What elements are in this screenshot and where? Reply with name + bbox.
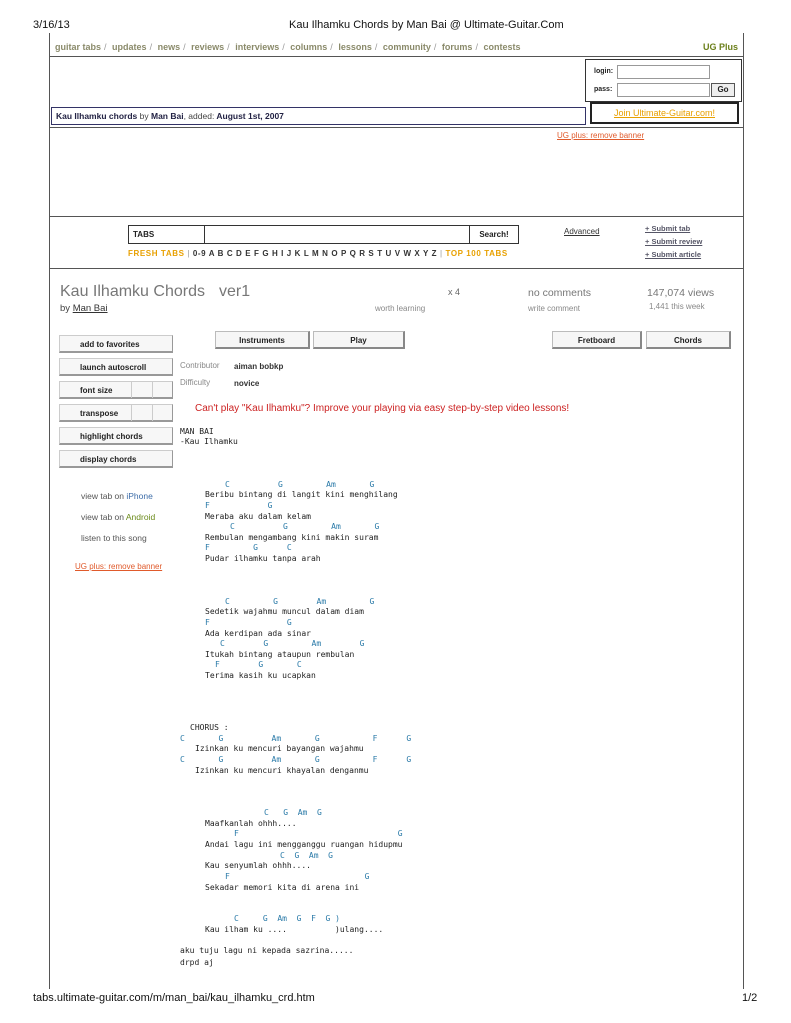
lyric-line: Meraba aku dalam kelam [205, 512, 311, 521]
chord-line[interactable]: F G C [205, 543, 292, 552]
top-100-link[interactable]: TOP 100 TABS [445, 249, 508, 258]
remove-banner-link-side[interactable]: UG plus: remove banner [75, 562, 163, 571]
nav-forums[interactable]: forums [441, 42, 473, 52]
nav-reviews[interactable]: reviews [191, 42, 225, 52]
lyric-line: Kau senyumlah ohhh.... [205, 861, 311, 870]
chord-line[interactable]: C G Am G F G [180, 734, 412, 743]
chord-line[interactable]: C G Am G [220, 639, 365, 648]
nav-lessons[interactable]: lessons [338, 42, 372, 52]
nav-contests[interactable]: contests [483, 42, 521, 52]
fretboard-button[interactable]: Fretboard [552, 331, 642, 349]
chord-line[interactable]: F G [234, 829, 403, 838]
lyric-line: Terima kasih ku ucapkan [205, 671, 316, 680]
chord-line[interactable]: F G [225, 872, 370, 881]
nav-updates[interactable]: updates [112, 42, 147, 52]
title-bar-artist[interactable]: Man Bai [150, 111, 184, 121]
nav-columns[interactable]: columns [290, 42, 328, 52]
transpose-down[interactable] [131, 405, 152, 421]
chord-line[interactable]: C G Am G [225, 597, 375, 606]
artist-link[interactable]: Man Bai [72, 303, 108, 314]
chord-line[interactable]: F G [205, 618, 292, 627]
comments-count: no comments [528, 287, 592, 299]
chord-line[interactable]: F G [205, 501, 273, 510]
banner-divider [49, 216, 743, 217]
ug-plus-link[interactable]: UG Plus [703, 42, 739, 52]
search-button[interactable]: Search! [469, 226, 518, 243]
submit-tab-link[interactable]: + Submit tab [645, 224, 691, 233]
remove-banner-link-top[interactable]: UG plus: remove banner [557, 131, 645, 140]
font-size-increase[interactable] [152, 382, 173, 398]
nav-news[interactable]: news [157, 42, 181, 52]
chord-line[interactable]: C G Am G F G ) [234, 914, 340, 923]
chord-line[interactable]: C G Am G F G [180, 755, 412, 764]
font-size-control[interactable]: font size [59, 381, 173, 399]
login-label: login: [594, 68, 614, 75]
top-nav: guitar tabs / updates / news / reviews / interviews / columns / lessons / community / forums / contests [55, 42, 521, 52]
nav-guitar-tabs[interactable]: guitar tabs [55, 42, 102, 52]
submit-review-link[interactable]: + Submit review [645, 237, 703, 246]
search-input[interactable] [205, 226, 468, 241]
launch-autoscroll-button[interactable]: launch autoscroll [59, 358, 173, 376]
lyric-line: -Kau Ilhamku [180, 437, 238, 446]
lyric-line: Itukah bintang ataupun rembulan [205, 650, 355, 659]
join-link[interactable]: Join Ultimate-Guitar.com! [590, 102, 739, 124]
views-week: 1,441 this week [649, 302, 705, 311]
nav-community[interactable]: community [382, 42, 431, 52]
difficulty-value: novice [234, 379, 260, 388]
submit-article-link[interactable]: + Submit article [645, 250, 702, 259]
lyric-line: CHORUS : [190, 723, 229, 732]
view-on-android-link[interactable]: view tab on Android [81, 512, 156, 522]
rating-count: x 4 [448, 287, 461, 297]
add-to-favorites-button[interactable]: add to favorites [59, 335, 173, 353]
password-input[interactable] [617, 83, 710, 97]
listen-link[interactable]: listen to this song [81, 533, 147, 543]
transpose-control[interactable]: transpose [59, 404, 173, 422]
transpose-up[interactable] [152, 405, 173, 421]
print-title: Kau Ilhamku Chords by Man Bai @ Ultimate-Guitar.Com [289, 19, 564, 31]
title-bar-added: , added: [183, 111, 215, 121]
lyric-line: Izinkan ku mencuri bayangan wajahmu [195, 744, 364, 753]
chord-line[interactable]: C G Am G [225, 480, 375, 489]
lyric-line: Beribu bintang di langit kini menghilang [205, 490, 398, 499]
font-size-decrease[interactable] [131, 382, 152, 398]
contributor-label: Contributor [180, 361, 220, 370]
header-divider [49, 127, 743, 128]
title-bar-by: by [139, 111, 149, 121]
pass-label: pass: [594, 86, 613, 93]
video-lessons-promo[interactable]: Can't play "Kau Ilhamku"? Improve your playing via easy step-by-step video lessons! [195, 403, 570, 414]
nav-divider [49, 56, 743, 57]
nav-interviews[interactable]: interviews [235, 42, 280, 52]
chord-line[interactable]: C G Am G [280, 851, 333, 860]
print-date: 3/16/13 [33, 19, 70, 31]
advanced-search-link[interactable]: Advanced [564, 227, 600, 236]
search-divider [49, 268, 743, 269]
song-version[interactable]: ver1 [218, 283, 251, 300]
lyric-line: Andai lagu ini mengganggu ruangan hidupmu [205, 840, 403, 849]
lyric-line: Rembulan mengambang kini makin suram [205, 533, 379, 542]
letter-links[interactable]: 0-9 A B C D E F G H I J K L M N O P Q R S T U V W X Y Z [192, 249, 438, 258]
rating-text: worth learning [375, 304, 426, 313]
display-chords-button[interactable]: display chords [59, 450, 173, 468]
chord-line[interactable]: F G C [215, 660, 302, 669]
lyric-line: MAN BAI [180, 427, 214, 436]
write-comment-link[interactable]: write comment [528, 304, 581, 313]
chord-line[interactable]: C G Am G [264, 808, 322, 817]
view-on-iphone-link[interactable]: view tab on iPhone [81, 491, 153, 501]
search-type-select[interactable]: TABS [129, 226, 205, 243]
lyric-line: Sedetik wajahmu muncul dalam diam [205, 607, 364, 616]
title-bar-date: August 1st, 2007 [216, 111, 284, 121]
letter-index: FRESH TABS | 0-9 A B C D E F G H I J K L M N O P Q R S T U V W X Y Z | TOP 100 TABS [128, 249, 508, 258]
lyric-line: drpd aj [180, 958, 214, 967]
play-button[interactable]: Play [313, 331, 405, 349]
song-artist-line: by Man Bai [60, 303, 108, 314]
difficulty-label: Difficulty [180, 378, 211, 387]
song-title: Kau Ilhamku Chords ver1 [60, 283, 251, 300]
song-title-bar [51, 107, 586, 125]
lyric-line: Maafkanlah ohhh.... [205, 819, 297, 828]
lyric-line: Pudar ilhamku tanpa arah [205, 554, 321, 563]
lyric-line: Izinkan ku mencuri khayalan denganmu [195, 766, 369, 775]
footer-page: 1/2 [742, 992, 758, 1004]
lyric-line: Sekadar memori kita di arena ini [205, 883, 360, 892]
fresh-tabs-link[interactable]: FRESH TABS [128, 249, 185, 258]
title-bar-song: Kau Ilhamku chords [56, 111, 138, 121]
chord-line[interactable]: C G Am G [230, 522, 380, 531]
contributor-name[interactable]: aiman bobkp [234, 362, 284, 371]
login-input[interactable] [617, 65, 710, 79]
views-count: 147,074 views [647, 287, 715, 299]
lyric-line: Kau ilham ku .... )ulang.... [205, 925, 384, 934]
footer-url: tabs.ultimate-guitar.com/m/man_bai/kau_ilhamku_crd.htm [33, 992, 315, 1004]
instruments-button[interactable]: Instruments [215, 331, 310, 349]
go-button[interactable]: Go [711, 83, 735, 97]
lyric-line: aku tuju lagu ni kepada sazrina..... [180, 946, 354, 955]
lyric-line: Ada kerdipan ada sinar [205, 629, 311, 638]
chords-button[interactable]: Chords [646, 331, 731, 349]
highlight-chords-button[interactable]: highlight chords [59, 427, 173, 445]
